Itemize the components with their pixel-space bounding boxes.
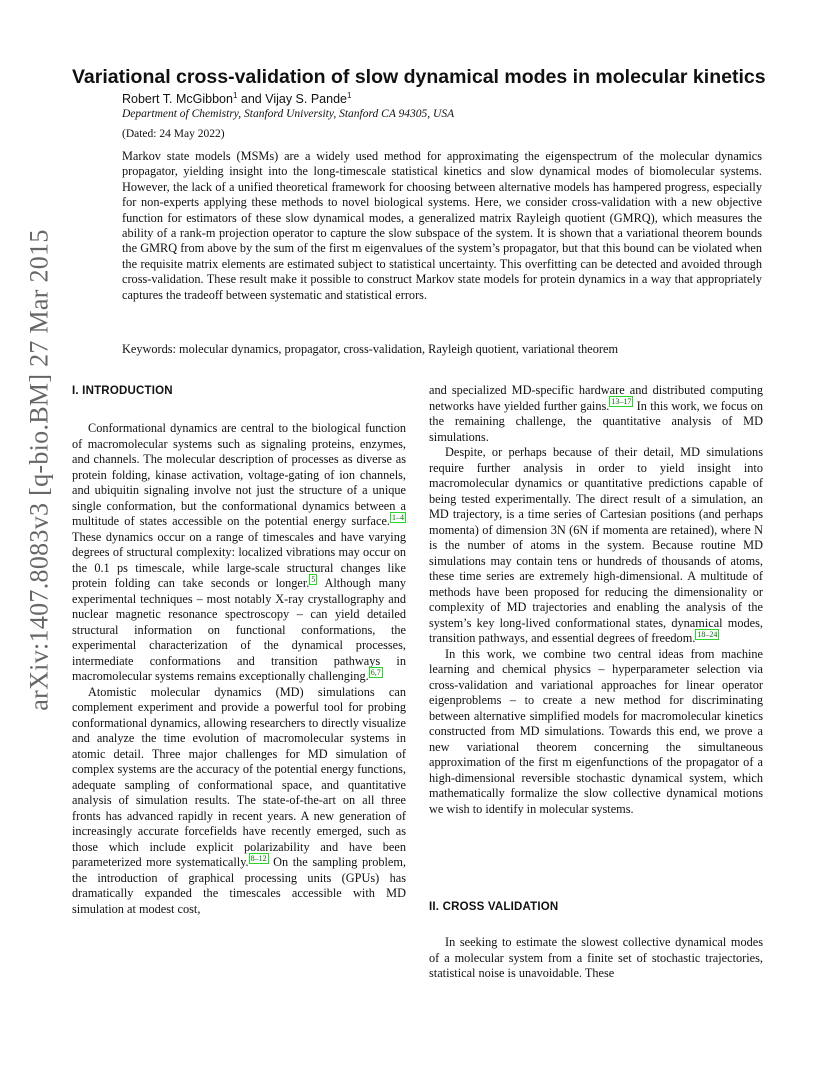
keywords: Keywords: molecular dynamics, propagator, cross-validation, Rayleigh quotient, variational theorem xyxy=(122,342,619,356)
paper-title: Variational cross-validation of slow dynamical modes in molecular kinetics xyxy=(72,66,766,88)
paragraph-text: and specialized MD-specific hardware and distributed computing networks have yielded further gains. xyxy=(429,383,763,413)
paragraph-text: On the sampling problem, the introduction of graphical processing units (GPUs) has dramatically expanded the timescales accessible with MD simulation at modest cost, xyxy=(72,855,406,916)
paragraph-text: Despite, or perhaps because of their detail, MD simulations require further analysis in order to yield insight into macromolecular dynamics or quantitative predictions capable of being tested experimentally. The direct result of a simulation, an MD trajectory, is a time series of Cartesian positions (and perhaps momenta) of dimension 3N (6N if momenta are retained), where N is the number of atoms in the system. Because routine MD simulations may contain tens or hundreds of thousands of atoms, these time series are extremely high-dimensional. A multitude of methods have been proposed for reducing the dimensionality or complexity of MD trajectories and enabling the analysis of the system’s key long-lived conformational states, dynamical modes, transition pathways, and essential degrees of freedom. xyxy=(429,445,763,645)
citation-link[interactable]: 5 xyxy=(311,574,316,584)
body-paragraph xyxy=(429,383,763,445)
body-paragraph: In this work, we combine two central ideas from machine learning and chemical physics – hyperparameter selection via cross-validation and variational approaches for linear operator eigenproblems – to create a new method for discriminating between alternative simplified models for macromolecular kinetics constructed from MD simulations. Towards this end, we prove a new variational theorem concerning the simultaneous approximation of the first m eigenfunctions of the propagator of a high-dimensional reversible stochastic dynamical system, which mathematically formalize the slow collective dynamical motions we wish to identify in molecular systems. xyxy=(429,646,763,816)
abstract: Markov state models (MSMs) are a widely used method for approximating the eigenspectrum of the molecular dynamics propagator, yielding insight into the long-timescale statistical kinetics and slow dynamical modes of biomolecular systems. However, the lack of a unified theoretical framework for choosing between alternative models has hampered progress, especially for non-experts applying these methods to novel biological systems. Here, we consider cross-validation with a new objective function for estimators of these slow dynamical modes, a generalized matrix Rayleigh quotient (GMRQ), which measures the ability of a rank-m projection operator to capture the slow subspace of the system. It is shown that a variational theorem bounds the GMRQ from above by the sum of the first m eigenvalues of the system’s propagator, but that this bound can be violated when the requisite matrix elements are estimated subject to statistical uncertainty. This overfitting can be detected and avoided through cross-validation. These result make it possible to construct Markov state models for protein dynamics in a way that appropriately captures the tradeoff between systematic and statistical errors. xyxy=(122,149,762,302)
citation-link[interactable]: 18–24 xyxy=(697,629,718,639)
citation-link[interactable]: 6,7 xyxy=(370,667,381,677)
right-column-continued xyxy=(429,935,763,982)
date-line: (Dated: 24 May 2022) xyxy=(122,128,225,140)
paragraph-text: These dynamics occur on a range of timescales and have varying degrees of structural complexity: localized vibrations may occur on the 0.1 ps timescale, while large-scale structural changes like protein folding can take seconds or longer. xyxy=(72,529,406,590)
citation-link[interactable]: 1–4 xyxy=(392,512,404,522)
arxiv-side-stamp xyxy=(20,229,60,711)
affiliation: Department of Chemistry, Stanford University, Stanford CA 94305, USA xyxy=(122,108,455,120)
right-column xyxy=(429,383,763,817)
author-name: Robert T. McGibbon xyxy=(122,92,233,106)
section-heading-introduction: I. INTRODUCTION xyxy=(72,385,173,397)
paragraph-text: Conformational dynamics are central to the biological function of macromolecular systems such as signaling proteins, enzymes, and channels. The molecular description of processes as diverse as protein folding, kinase activation, voltage-gating of ion channels, and ubiquitin signaling involve not just the structure of a unique single conformation, but the conformational dynamics between a multitude of states accessible on the potential energy surface. xyxy=(72,421,406,528)
citation-link[interactable]: 8–12 xyxy=(250,853,267,863)
author-line xyxy=(122,92,351,106)
body-paragraph: In seeking to estimate the slowest collective dynamical modes of a molecular system from a finite set of stochastic trajectories, statistical noise is unavoidable. These xyxy=(429,935,763,980)
section-heading-cross-validation: II. CROSS VALIDATION xyxy=(429,901,559,913)
arxiv-identifier: arXiv:1407.8083v3 [q-bio.BM] 27 Mar 2015 xyxy=(25,229,54,711)
body-paragraph xyxy=(72,421,406,685)
affiliation-marker: 1 xyxy=(232,90,238,100)
citation-link[interactable]: 13–17 xyxy=(611,397,632,407)
affiliation-marker: 1 xyxy=(346,90,352,100)
author-name: Vijay S. Pande xyxy=(265,92,347,106)
paragraph-text: In this work, we focus on the remaining challenge, the quantitative analysis of MD simulations. xyxy=(429,398,763,444)
author-conjunction: and xyxy=(237,92,266,106)
left-column xyxy=(72,421,406,917)
paragraph-text: Atomistic molecular dynamics (MD) simulations can complement experiment and provide a powerful tool for probing conformational dynamics, allowing researchers to directly visualize and analyze the time evolution of macromolecular systems in atomic detail. Three major challenges for MD simulation of complex systems are the accuracy of the potential energy functions, adequate sampling of conformational space, and quantitative analysis of simulation results. The state-of-the-art on all three fronts has advanced rapidly in recent years. A new generation of increasingly accurate forcefields have recently emerged, such as those which include explicit polarizability and have been parameterized more systematically. xyxy=(72,684,406,869)
body-paragraph xyxy=(72,685,406,918)
body-paragraph xyxy=(429,445,763,647)
paragraph-text: Although many experimental techniques – most notably X-ray crystallography and nuclear magnetic resonance spectroscopy – can yield detailed structural information on functional conformations, the experimental characterization of the dynamical processes, intermediate conformations and transition pathways in macromolecular systems remains exceptionally challenging. xyxy=(72,576,406,683)
